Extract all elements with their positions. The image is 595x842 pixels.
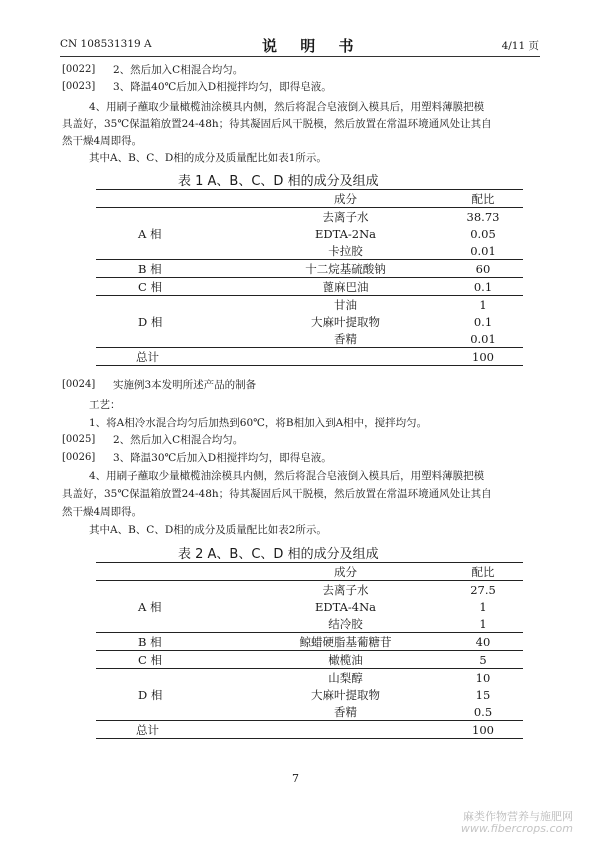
ingredient-name: 山梨醇 bbox=[248, 669, 443, 687]
column-header: 成分 bbox=[248, 563, 443, 581]
ingredient-ratio: 0.1 bbox=[473, 314, 493, 329]
total-value: 100 bbox=[443, 348, 523, 366]
ingredient-name: 香精 bbox=[334, 331, 357, 346]
phase-label: A 相 bbox=[96, 581, 248, 633]
ingredient-name: EDTA-2Na bbox=[314, 226, 377, 241]
ingredient-name: 去离子水 bbox=[248, 581, 443, 599]
table-row bbox=[96, 260, 523, 278]
composition-table bbox=[96, 189, 523, 366]
paragraph-text: 其中A、B、C、D相的成分及质量配比如表2所示。 bbox=[89, 524, 327, 536]
ingredient-ratio: 0.5 bbox=[473, 704, 493, 719]
table-row bbox=[96, 278, 523, 296]
table-row bbox=[96, 208, 523, 226]
paragraph-tag: [0022] bbox=[62, 64, 96, 75]
ingredient-name: 香精 bbox=[334, 704, 357, 719]
ingredient-name: 卡拉胶 bbox=[328, 243, 363, 258]
paragraph-text: 然干燥4周即得。 bbox=[62, 135, 143, 147]
paragraph-text: 工艺： bbox=[89, 399, 121, 411]
table-header-row bbox=[96, 190, 523, 208]
table-caption: 表 2 A、B、C、D 相的成分及组成 bbox=[178, 547, 379, 562]
paragraph-text: 2、然后加入C相混合均匀。 bbox=[113, 434, 244, 446]
ingredient-ratio: 1 bbox=[479, 616, 487, 631]
table-row bbox=[96, 651, 523, 669]
paragraph-text: 具盖好，35℃保温箱放置24-48h；待其凝固后风干脱模，然后放置在常温环境通风处让其自 bbox=[62, 488, 492, 500]
table-caption: 表 1 A、B、C、D 相的成分及组成 bbox=[178, 174, 379, 189]
ingredient-ratio: 5 bbox=[443, 651, 523, 669]
column-header: 成分 bbox=[248, 190, 443, 208]
ingredient-name: 鲸蜡硬脂基葡糖苷 bbox=[248, 633, 443, 651]
paragraph-tag: [0026] bbox=[62, 452, 96, 463]
watermark-url: www.fibercrops.com bbox=[460, 822, 573, 835]
phase-label: A 相 bbox=[96, 208, 248, 260]
ingredient-name: 去离子水 bbox=[248, 208, 443, 226]
ingredient-name: EDTA-4Na bbox=[314, 599, 377, 614]
composition-table bbox=[96, 562, 523, 739]
patent-number: CN 108531319 A bbox=[60, 38, 152, 50]
paragraph-text: 具盖好，35℃保温箱放置24-48h；待其凝固后风干脱模，然后放置在常温环境通风处让其自 bbox=[62, 118, 492, 130]
ingredient-ratio: 0.1 bbox=[443, 278, 523, 296]
ingredient-ratio: 15 bbox=[475, 687, 491, 702]
page-indicator: 4/11 页 bbox=[501, 40, 539, 52]
ingredient-name: 蓖麻巴油 bbox=[248, 278, 443, 296]
paragraph-text: 4、用刷子蘸取少量橄榄油涂模具内侧，然后将混合皂液倒入模具后，用塑料薄膜把模 bbox=[89, 470, 485, 482]
paragraph-text: 1、将A相冷水混合均匀后加热到60℃，将B相加入到A相中，搅拌均匀。 bbox=[89, 417, 428, 429]
table-header-row bbox=[96, 563, 523, 581]
paragraph-text: 4、用刷子蘸取少量橄榄油涂模具内侧，然后将混合皂液倒入模具后，用塑料薄膜把模 bbox=[89, 101, 485, 113]
ingredient-ratio: 0.01 bbox=[470, 331, 496, 346]
ingredient-name: 结冷胶 bbox=[328, 616, 363, 631]
ingredient-ratio: 10 bbox=[443, 669, 523, 687]
phase-label: D 相 bbox=[96, 296, 248, 348]
table-row bbox=[96, 669, 523, 687]
column-header: 配比 bbox=[443, 563, 523, 581]
paragraph-tag: [0024] bbox=[62, 379, 96, 390]
paragraph-text: 其中A、B、C、D相的成分及质量配比如表1所示。 bbox=[89, 152, 327, 164]
paragraph-tag: [0023] bbox=[62, 81, 96, 92]
paragraph-tag: [0025] bbox=[62, 434, 96, 445]
page-number: 7 bbox=[292, 772, 299, 785]
table-row bbox=[96, 296, 523, 314]
paragraph-text: 然干燥4周即得。 bbox=[62, 506, 143, 518]
ingredient-ratio: 1 bbox=[443, 296, 523, 314]
total-label: 总计 bbox=[96, 721, 248, 739]
paragraph-text: 2、然后加入C相混合均匀。 bbox=[113, 64, 244, 76]
ingredient-name: 大麻叶提取物 bbox=[311, 314, 380, 329]
ingredient-ratio: 60 bbox=[443, 260, 523, 278]
ingredient-ratio: 1 bbox=[479, 599, 487, 614]
total-label: 总计 bbox=[96, 348, 248, 366]
watermark-text: 麻类作物营养与施肥网 bbox=[463, 810, 573, 823]
ingredient-name: 大麻叶提取物 bbox=[311, 687, 380, 702]
column-header: 配比 bbox=[443, 190, 523, 208]
table-total-row bbox=[96, 348, 523, 366]
ingredient-ratio: 38.73 bbox=[443, 208, 523, 226]
table-row bbox=[96, 581, 523, 599]
phase-label: C 相 bbox=[96, 278, 248, 296]
paragraph-text: 3、降温40℃后加入D相搅拌均匀，即得皂液。 bbox=[113, 81, 332, 93]
phase-label: B 相 bbox=[96, 633, 248, 651]
ingredient-ratio: 27.5 bbox=[443, 581, 523, 599]
phase-label: C 相 bbox=[96, 651, 248, 669]
paragraph-text: 3、降温30℃后加入D相搅拌均匀，即得皂液。 bbox=[113, 452, 332, 464]
ingredient-name: 橄榄油 bbox=[248, 651, 443, 669]
table-row bbox=[96, 633, 523, 651]
ingredient-ratio: 0.05 bbox=[470, 226, 496, 241]
ingredient-name: 十二烷基硫酸钠 bbox=[248, 260, 443, 278]
phase-label: B 相 bbox=[96, 260, 248, 278]
ingredient-ratio: 0.01 bbox=[470, 243, 496, 258]
ingredient-ratio: 40 bbox=[443, 633, 523, 651]
ingredient-name: 甘油 bbox=[248, 296, 443, 314]
header-rule bbox=[60, 56, 540, 57]
section-heading: 实施例3本发明所述产品的制备 bbox=[113, 379, 257, 391]
table-total-row bbox=[96, 721, 523, 739]
document-title: 说 明 书 bbox=[262, 37, 363, 55]
total-value: 100 bbox=[443, 721, 523, 739]
phase-label: D 相 bbox=[96, 669, 248, 721]
